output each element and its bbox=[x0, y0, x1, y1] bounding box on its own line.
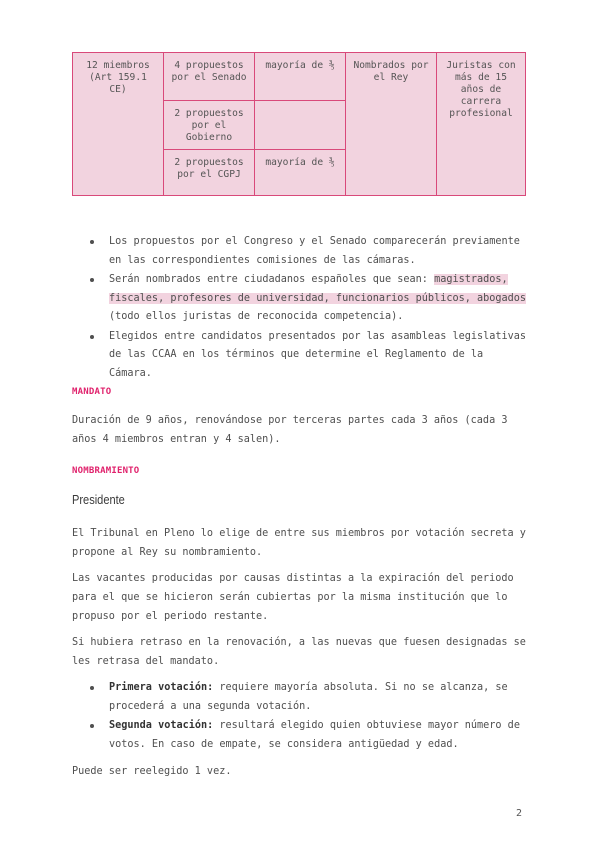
requirements-list bbox=[72, 233, 532, 384]
list-item: Serán nombrados entre ciudadanos españoles que sean: magistrados, fiscales, profesores de universidad, funcionarios públicos, abogados (todo ellos juristas de reconocida competencia). bbox=[72, 271, 532, 327]
subheading-presidente: Presidente bbox=[72, 492, 125, 507]
paragraph: El Tribunal en Pleno lo elige de entre sus miembros por votación secreta y propone al Rey su nombramiento. bbox=[72, 528, 526, 558]
bullet-icon bbox=[90, 335, 94, 339]
section-heading-mandato: MANDATO bbox=[72, 387, 112, 397]
table-cell-nombrados: Nombrados por el Rey bbox=[346, 53, 437, 196]
table-cell-cgpj: 2 propuestos por el CGPJ bbox=[164, 150, 255, 196]
table-cell-total: 12 miembros (Art 159.1 CE) bbox=[73, 53, 164, 196]
table-cell-mayoria-cgpj: mayoría de ⅗ bbox=[255, 150, 346, 196]
table-cell-senado: 4 propuestos por el Senado bbox=[164, 53, 255, 101]
table-cell-juristas: Juristas con más de 15 años de carrera profesional bbox=[437, 53, 526, 196]
paragraph: Si hubiera retraso en la renovación, a las nuevas que fuesen designadas se les retrasa del mandato. bbox=[72, 637, 526, 667]
bullet-icon bbox=[90, 278, 94, 282]
paragraph: Puede ser reelegido 1 vez. bbox=[72, 766, 232, 777]
bullet-icon bbox=[90, 240, 94, 244]
mandato-text: Duración de 9 años, renovándose por terceras partes cada 3 años (cada 3 años 4 miembros entran y 4 salen). bbox=[72, 415, 508, 445]
bullet-icon bbox=[90, 724, 94, 728]
highlighted-text: magistrados, fiscales, profesores de universidad, funcionarios públicos, abogados bbox=[109, 274, 527, 304]
table-cell-gobierno: 2 propuestos por el Gobierno bbox=[164, 101, 255, 150]
list-item: Elegidos entre candidatos presentados por las asambleas legislativas de las CCAA en los términos que determine el Reglamento de la Cámara. bbox=[72, 328, 532, 384]
section-heading-nombramiento: NOMBRAMIENTO bbox=[72, 466, 140, 476]
votes-list bbox=[72, 679, 532, 755]
list-item: Primera votación: requiere mayoría absoluta. Si no se alcanza, se procederá a una segunda votación. bbox=[72, 679, 532, 716]
table-cell-empty bbox=[255, 101, 346, 150]
paragraph: Las vacantes producidas por causas distintas a la expiración del periodo para el que se hicieron serán cubiertas por la misma institución que lo propuso por el periodo restante. bbox=[72, 573, 514, 622]
composition-table bbox=[72, 52, 526, 196]
bullet-icon bbox=[90, 686, 94, 690]
list-item: Los propuestos por el Congreso y el Senado comparecerán previamente en las correspondientes comisiones de las cámaras. bbox=[72, 233, 532, 270]
list-item: Segunda votación: resultará elegido quien obtuviese mayor número de votos. En caso de empate, se considera antigüedad y edad. bbox=[72, 717, 532, 754]
page-number: 2 bbox=[516, 808, 523, 819]
table-cell-mayoria-senado: mayoría de ⅗ bbox=[255, 53, 346, 101]
